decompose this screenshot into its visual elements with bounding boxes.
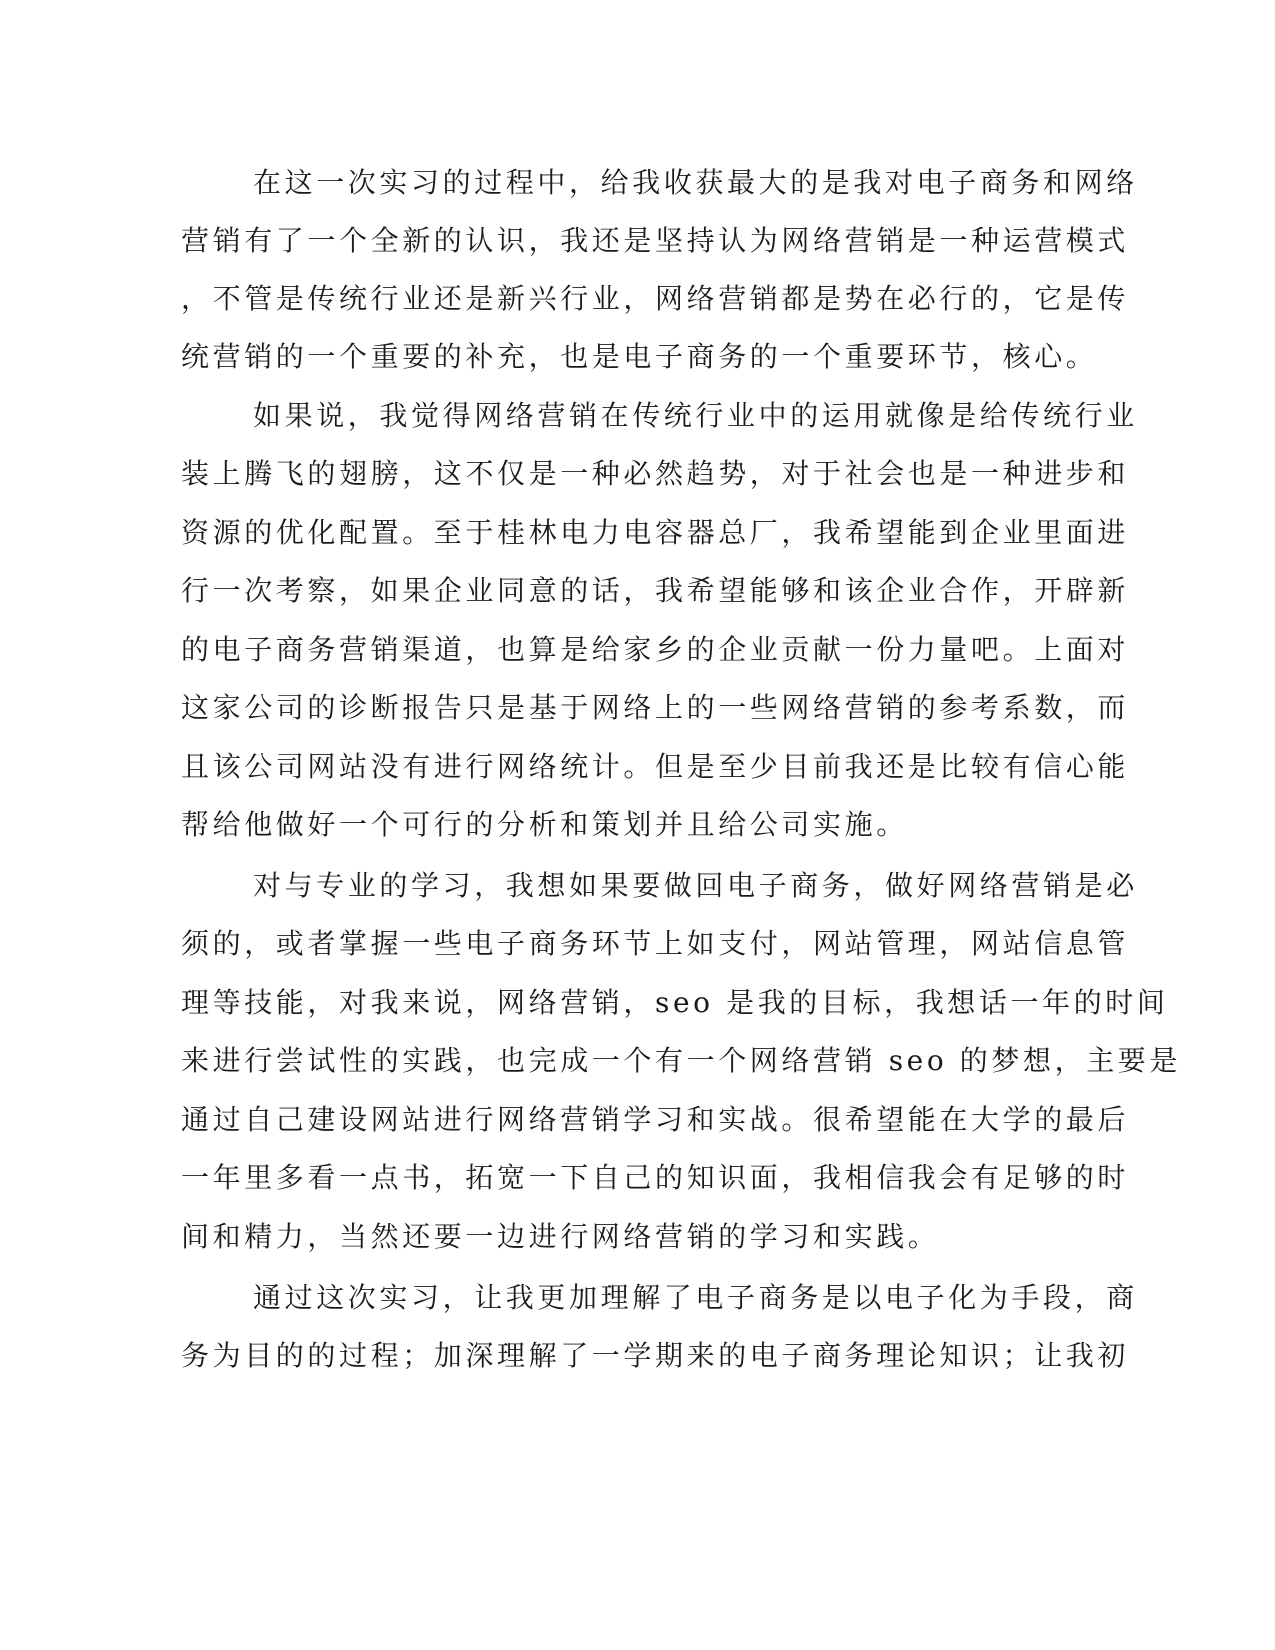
text-line: 一年里多看一点书，拓宽一下自己的知识面，我相信我会有足够的时 bbox=[181, 1161, 1130, 1194]
text-line: 的电子商务营销渠道，也算是给家乡的企业贡献一份力量吧。上面对 bbox=[181, 633, 1130, 666]
text-line: 帮给他做好一个可行的分析和策划并且给公司实施。 bbox=[181, 808, 908, 841]
text-line: 且该公司网站没有进行网络统计。但是至少目前我还是比较有信心能 bbox=[181, 750, 1130, 783]
text-line: 通过自己建设网站进行网络营销学习和实战。很希望能在大学的最后 bbox=[181, 1103, 1130, 1136]
text-line: 行一次考察，如果企业同意的话，我希望能够和该企业合作，开辟新 bbox=[181, 574, 1130, 607]
text-line: 通过这次实习，让我更加理解了电子商务是以电子化为手段，商 bbox=[253, 1281, 1138, 1314]
text-line: 如果说，我觉得网络营销在传统行业中的运用就像是给传统行业 bbox=[253, 399, 1138, 432]
text-line: ，不管是传统行业还是新兴行业，网络营销都是势在必行的，它是传 bbox=[181, 282, 1130, 315]
text-line: 这家公司的诊断报告只是基于网络上的一些网络营销的参考系数，而 bbox=[181, 691, 1130, 724]
text-line: 务为目的的过程；加深理解了一学期来的电子商务理论知识；让我初 bbox=[181, 1339, 1130, 1372]
text-line: 来进行尝试性的实践，也完成一个有一个网络营销 seo 的梦想，主要是 bbox=[181, 1044, 1182, 1077]
text-line: 须的，或者掌握一些电子商务环节上如支付，网站管理，网站信息管 bbox=[181, 927, 1130, 960]
text-line: 对与专业的学习，我想如果要做回电子商务，做好网络营销是必 bbox=[253, 869, 1138, 902]
text-line: 间和精力，当然还要一边进行网络营销的学习和实践。 bbox=[181, 1220, 940, 1253]
text-line: 理等技能，对我来说，网络营销，seo 是我的目标，我想话一年的时间 bbox=[181, 986, 1169, 1019]
text-line: 资源的优化配置。至于桂林电力电容器总厂，我希望能到企业里面进 bbox=[181, 516, 1130, 549]
text-line: 营销有了一个全新的认识，我还是坚持认为网络营销是一种运营模式 bbox=[181, 224, 1130, 257]
text-line: 在这一次实习的过程中，给我收获最大的是我对电子商务和网络 bbox=[253, 166, 1138, 199]
text-line: 装上腾飞的翅膀，这不仅是一种必然趋势，对于社会也是一种进步和 bbox=[181, 457, 1130, 490]
text-line: 统营销的一个重要的补充，也是电子商务的一个重要环节，核心。 bbox=[181, 340, 1098, 373]
